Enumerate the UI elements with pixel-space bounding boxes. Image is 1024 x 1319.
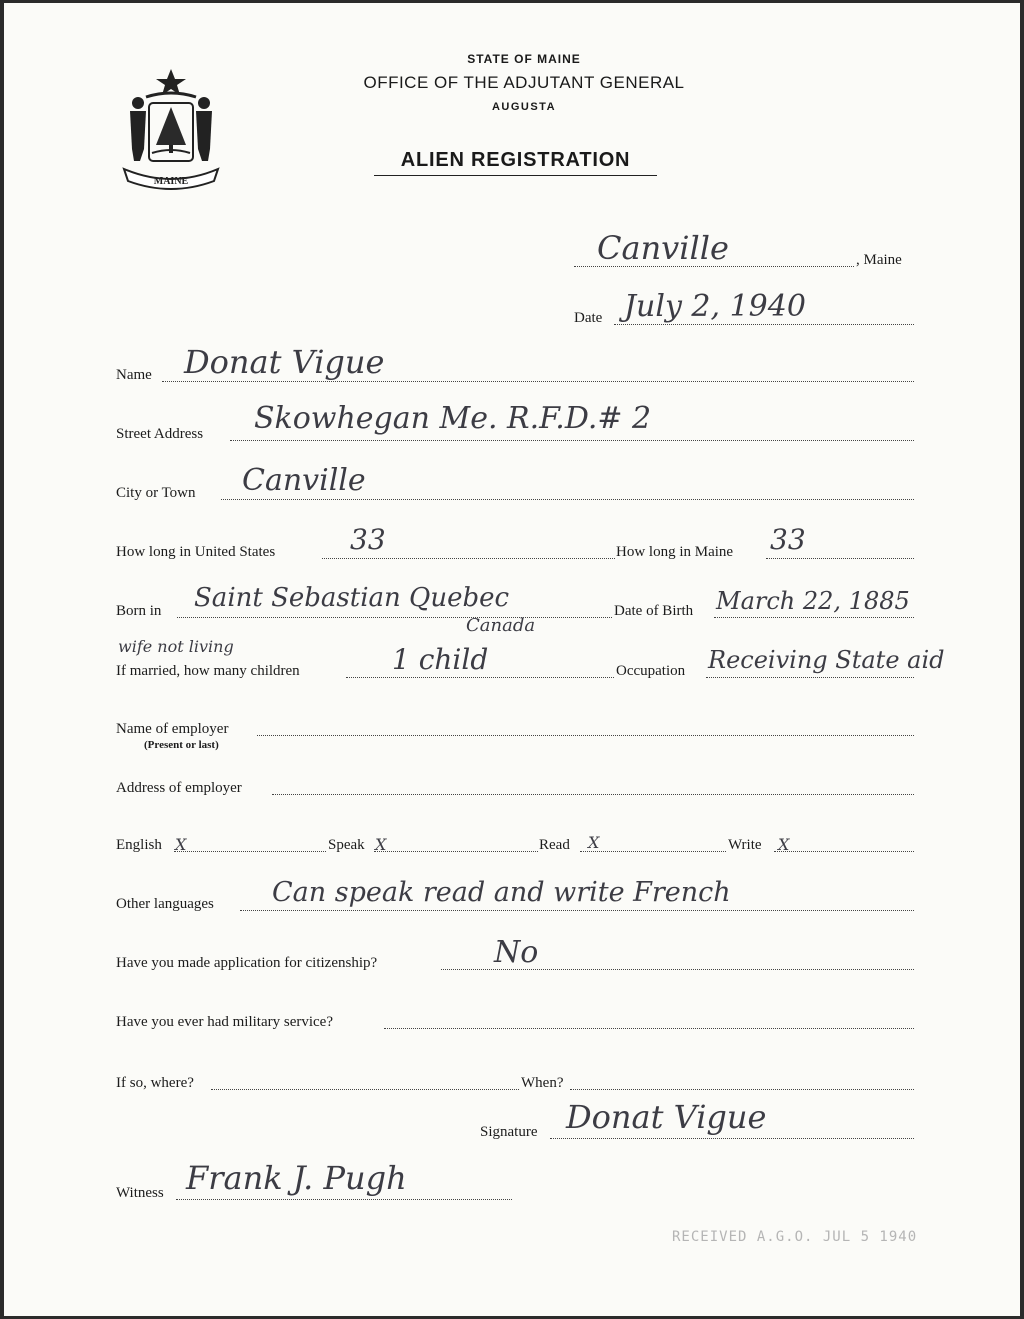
married-note: wife not living — [118, 637, 234, 656]
english-line — [174, 851, 326, 852]
where-line — [211, 1089, 519, 1090]
read-label: Read — [539, 837, 570, 853]
children-value: 1 child — [392, 643, 489, 676]
read-line — [580, 851, 726, 852]
married-label: If married, how many children — [116, 663, 300, 679]
date-line — [614, 324, 914, 325]
office-heading: OFFICE OF THE ADJUTANT GENERAL — [363, 73, 685, 92]
other-languages-value: Can speak read and write French — [272, 877, 731, 908]
witness-line — [176, 1199, 512, 1200]
where-label: If so, where? — [116, 1075, 194, 1091]
write-line — [774, 851, 914, 852]
employer-line — [257, 735, 914, 736]
employer-sublabel: (Present or last) — [144, 739, 219, 751]
write-label: Write — [728, 837, 762, 853]
speak-line — [374, 851, 538, 852]
date-label: Date — [574, 310, 603, 326]
born-label: Born in — [116, 603, 162, 619]
maine-years-value: 33 — [770, 523, 806, 556]
employer-address-line — [272, 794, 914, 795]
maine-years-line — [766, 558, 914, 559]
street-value: Skowhegan Me. R.F.D.# 2 — [254, 401, 652, 436]
employer-address-label: Address of employer — [116, 780, 242, 796]
state-heading: STATE OF MAINE — [467, 52, 581, 66]
born-note: Canada — [466, 615, 536, 636]
speak-value: X — [375, 835, 387, 854]
signature-label: Signature — [480, 1124, 538, 1140]
occupation-line — [706, 677, 914, 678]
city-value: Canville — [242, 463, 366, 498]
when-label: When? — [521, 1075, 564, 1091]
street-label: Street Address — [116, 426, 204, 442]
maine-state-seal-icon — [116, 65, 226, 193]
signature-line — [550, 1138, 914, 1139]
registration-form — [4, 3, 1020, 1316]
occupation-value: Receiving State aid — [708, 646, 945, 674]
other-languages-line — [240, 910, 914, 911]
citizenship-value: No — [494, 935, 539, 970]
occupation-label: Occupation — [616, 663, 686, 679]
children-line — [346, 677, 614, 678]
dob-line — [714, 617, 914, 618]
born-value: Saint Sebastian Quebec — [194, 583, 510, 613]
witness-label: Witness — [116, 1185, 164, 1201]
city-label: City or Town — [116, 485, 196, 501]
date-value: July 2, 1940 — [624, 289, 806, 324]
street-line — [230, 440, 914, 441]
dob-value: March 22, 1885 — [716, 587, 910, 615]
seal-lettering: MAINE — [153, 176, 189, 187]
other-languages-label: Other languages — [116, 896, 214, 912]
english-label: English — [116, 837, 162, 853]
speak-label: Speak — [328, 837, 365, 853]
signature-value: Donat Vigue — [566, 1098, 767, 1136]
dob-label: Date of Birth — [614, 603, 694, 619]
maine-years-label: How long in Maine — [616, 544, 734, 560]
name-label: Name — [116, 367, 152, 383]
military-label: Have you ever had military service? — [116, 1014, 333, 1030]
military-line — [384, 1028, 914, 1029]
us-line — [322, 558, 615, 559]
witness-value: Frank J. Pugh — [186, 1159, 407, 1197]
write-value: X — [778, 835, 790, 854]
born-line — [177, 617, 612, 618]
us-label: How long in United States — [116, 544, 276, 560]
english-value: X — [175, 835, 187, 854]
city-line — [221, 499, 914, 500]
employer-label: Name of employer — [116, 721, 229, 737]
name-line — [162, 381, 914, 382]
maine-label: , Maine — [856, 252, 902, 268]
received-stamp: RECEIVED A.G.O. JUL 5 1940 — [672, 1229, 918, 1245]
name-value: Donat Vigue — [184, 343, 385, 381]
citizenship-label: Have you made application for citizenship? — [116, 955, 378, 971]
read-value: X — [588, 833, 600, 852]
city-heading: AUGUSTA — [491, 101, 557, 113]
when-line — [570, 1089, 914, 1090]
form-title: ALIEN REGISTRATION — [374, 149, 657, 176]
us-value: 33 — [350, 523, 386, 556]
place-value: Canville — [597, 229, 729, 267]
